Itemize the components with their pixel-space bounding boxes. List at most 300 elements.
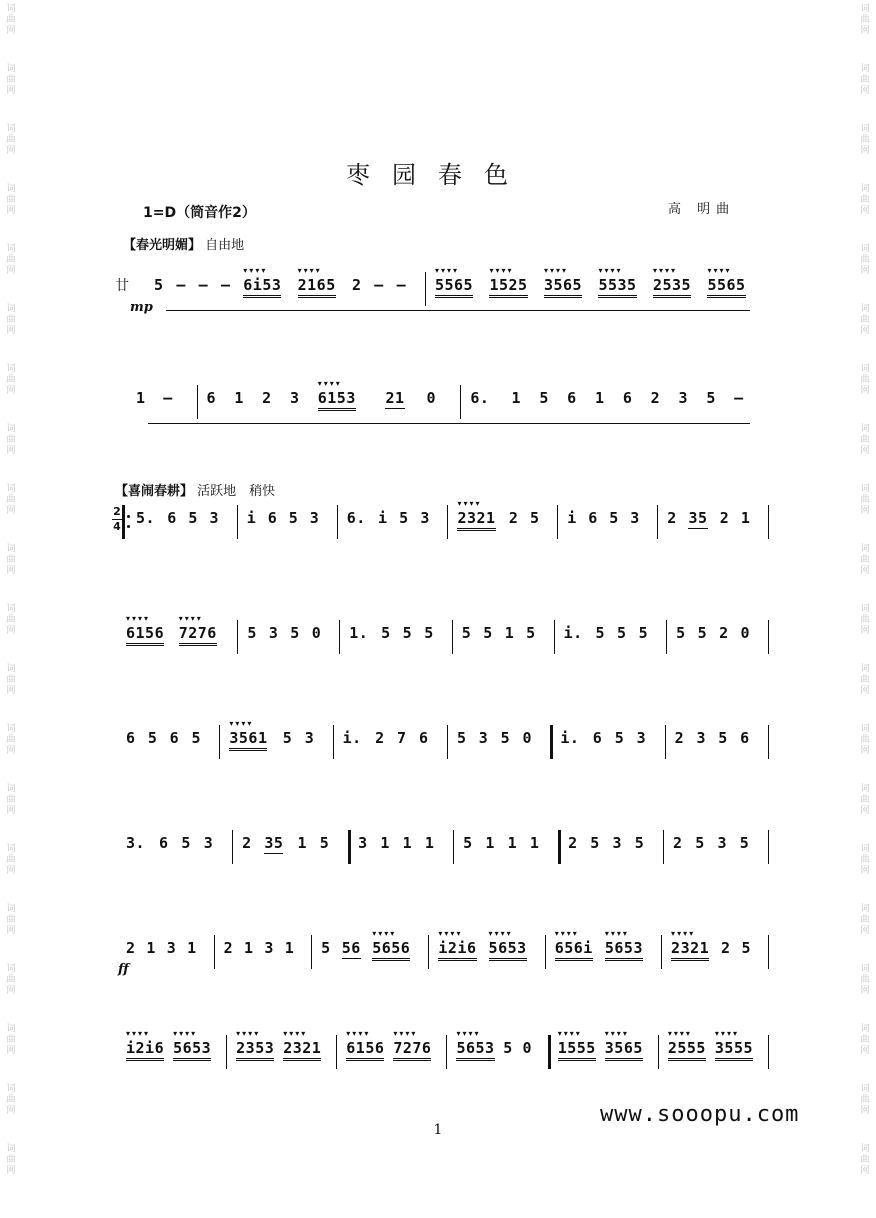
watermark-char: 网 [860,506,870,516]
note: 1 [511,389,522,407]
watermark-char: 网 [6,446,16,456]
note: 656i [555,939,593,961]
note: 6 [567,389,577,407]
note: 6156 [346,1039,384,1061]
articulation-mark: ▾▾▾▾ [317,379,342,388]
watermark-char: 词 [6,244,16,254]
barline [452,620,453,654]
barline [237,505,238,539]
measure [559,495,659,551]
note: 5 [461,624,472,642]
measure [341,610,454,666]
watermark-char: 网 [6,866,16,876]
note: 3 [717,834,728,852]
note: 1 [529,834,540,852]
note: 5565 [435,276,473,298]
watermark-char: 曲 [6,555,16,565]
measure [221,715,334,771]
note: 2165 [298,276,336,298]
articulation-mark: ▾▾▾▾ [126,614,151,623]
note: 5 [321,939,331,957]
watermark-char: 曲 [6,675,16,685]
note: 1555 [558,1039,596,1061]
note: 2 [720,939,731,957]
watermark-char: 词 [860,364,870,374]
barline [460,385,461,419]
watermark-char: 词 [860,244,870,254]
measure [552,715,666,771]
watermark-char: 网 [860,746,870,756]
note: 1 [243,939,254,957]
note: 5 [697,624,708,642]
watermark-char: 曲 [860,315,870,325]
note: 6 [126,729,136,747]
watermark-char: 网 [6,1046,16,1056]
watermark-char: 词 [6,604,16,614]
watermark-char: 网 [6,326,16,336]
articulation-mark: ▾▾▾▾ [236,1029,261,1038]
note: 5. [136,509,156,527]
watermark-char: 网 [860,686,870,696]
measure [128,495,239,551]
note: 21 [385,389,405,407]
note: 5 [424,624,434,642]
barline [453,830,454,864]
note: 5 [188,509,198,527]
watermark-char: 词 [6,724,16,734]
watermark-char: 网 [860,1046,870,1056]
watermark-mark [857,64,873,97]
note: 1 [504,624,515,642]
articulation-mark: ▾▾▾▾ [652,266,678,275]
watermark-char: 词 [860,604,870,614]
note: 6 [740,729,750,747]
note: 0 [740,624,751,642]
note: 1 [595,389,605,407]
music-system [0,925,876,981]
watermark-char: 网 [6,746,16,756]
note: 1 [380,834,390,852]
section-label: 【春光明媚】 [123,238,202,253]
watermark-char: 曲 [860,795,870,805]
watermark-mark [857,784,873,817]
watermark-char: 网 [860,386,870,396]
articulation-mark: ▾▾▾▾ [598,266,623,275]
watermark-mark [857,124,873,157]
watermark-char: 词 [860,964,870,974]
note: 6 [169,729,180,747]
barline [768,505,769,539]
barline [214,935,215,969]
note: 5 [609,509,619,527]
dynamic-ff: ff [118,962,129,977]
note: 1 [402,834,413,852]
note: 7276 [393,1039,431,1061]
articulation-mark: ▾▾▾▾ [434,266,459,275]
measure [663,925,770,981]
barline [336,1035,337,1069]
watermark-mark [3,4,19,37]
measure [455,820,560,876]
articulation-mark: ▾▾▾▾ [489,266,514,275]
note: 5565 [707,276,745,298]
dash-note: – [198,276,209,294]
note: 6 [267,509,278,527]
note: i [567,509,577,527]
note: 1 [297,834,307,852]
measure [335,715,449,771]
note: 3 [166,939,177,957]
tempo-marking: 自由地 [205,238,245,253]
note: 5 [381,624,391,642]
measure [430,925,546,981]
note: 5 [399,509,409,527]
watermark-char: 词 [860,544,870,554]
watermark-char: 网 [860,1106,870,1116]
note: 5 [539,389,549,407]
barline [768,1035,769,1069]
tempo-marking: 活跃地 稍快 [197,484,276,499]
watermark-char: 曲 [6,375,16,385]
watermark-char: 词 [6,784,16,794]
measure [547,925,663,981]
note: 3 [420,509,430,527]
watermark-char: 网 [860,566,870,576]
articulation-mark: ▾▾▾▾ [297,266,322,275]
note: 5 [456,729,467,747]
barline [219,725,220,759]
measure [338,1025,448,1081]
note: 2 [674,729,685,747]
note: 6153 [318,389,356,411]
note: 5 [695,834,705,852]
note: 6. [470,389,490,407]
articulation-mark: ▾▾▾▾ [543,266,569,275]
articulation-mark: ▾▾▾▾ [283,1029,308,1038]
watermark-char: 词 [6,844,16,854]
key-signature: 1=D（筒音作2） [143,205,256,221]
watermark-char: 曲 [6,795,16,805]
note: 2 [262,389,272,407]
barline [337,505,338,539]
watermark-char: 网 [860,926,870,936]
note: 1 [136,389,146,407]
note: 3565 [544,276,582,298]
measure [118,1025,228,1081]
note: 5653 [173,1039,211,1061]
articulation-mark: ▾▾▾▾ [173,1029,198,1038]
note: 2 [351,276,362,294]
measure [449,715,552,771]
note: 3 [203,834,214,852]
watermark-mark [857,4,873,37]
watermark-char: 网 [6,86,16,96]
watermark-char: 网 [860,326,870,336]
measure [118,610,239,666]
articulation-mark: ▾▾▾▾ [488,929,513,938]
watermark-char: 曲 [860,855,870,865]
note: 5 [288,509,299,527]
section-heading-1 [123,234,244,253]
note: 5 [503,1039,513,1057]
measure [667,715,770,771]
watermark-char: 词 [860,904,870,914]
note: 1 [507,834,518,852]
watermark-mark [3,64,19,97]
measure [665,820,770,876]
note: 5653 [456,1039,494,1061]
barline [339,620,340,654]
barline [657,505,658,539]
watermark-char: 网 [6,386,16,396]
barline [768,725,769,759]
note: 6156 [126,624,164,646]
music-system [0,1025,876,1081]
watermark-char: 网 [6,926,16,936]
note: 5 [290,624,300,642]
note: 2 [719,624,729,642]
watermark-char: 词 [6,544,16,554]
watermark-mark [3,664,19,697]
barline [226,1035,227,1069]
note: 2 [242,834,252,852]
note: i [378,509,388,527]
watermark-char: 曲 [6,135,16,145]
watermark-char: 词 [860,424,870,434]
note: 6. [346,509,366,527]
watermark-char: 曲 [860,615,870,625]
note: 5 [483,624,493,642]
watermark-char: 词 [6,484,16,494]
barline [768,935,769,969]
watermark-char: 网 [6,806,16,816]
watermark-char: 词 [860,184,870,194]
articulation-mark: ▾▾▾▾ [554,929,579,938]
barline [545,935,546,969]
articulation-mark: ▾▾▾▾ [243,266,268,275]
note: 6 [588,509,598,527]
watermark-char: 词 [6,904,16,914]
watermark-char: 网 [860,986,870,996]
watermark-char: 曲 [860,555,870,565]
measure [350,820,455,876]
site-url: www.sooopu.com [600,1102,800,1127]
watermark-char: 词 [860,664,870,674]
note: 1 [424,834,435,852]
watermark-char: 曲 [860,375,870,385]
watermark-char: 词 [6,304,16,314]
measure [339,495,450,551]
note: 5 [181,834,191,852]
watermark-mark [857,664,873,697]
barline [666,620,667,654]
watermark-char: 词 [6,184,16,194]
watermark-char: 网 [860,626,870,636]
watermark-char: 词 [6,964,16,974]
watermark-char: 词 [6,664,16,674]
dash-note: – [220,276,231,294]
measure [449,495,559,551]
watermark-char: 词 [6,1084,16,1094]
watermark-char: 网 [6,566,16,576]
barline [447,725,448,759]
note: 2 [719,509,730,527]
watermark-char: 网 [6,146,16,156]
watermark-char: 词 [6,124,16,134]
note: 6 [622,389,633,407]
watermark-char: 曲 [6,735,16,745]
time-signature-top: 2 [113,505,121,518]
start-repeat-barline [122,505,125,539]
watermark-char: 曲 [6,15,16,25]
note: i. [342,729,362,747]
watermark-char: 曲 [860,975,870,985]
watermark-char: 网 [860,26,870,36]
music-system [0,715,876,771]
watermark-char: 网 [860,146,870,156]
note: 5 [526,624,536,642]
note: 5 [530,509,540,527]
dash-note: – [176,276,186,294]
note: 35 [688,509,708,527]
note: 2321 [671,939,709,961]
measure [118,820,234,876]
note: 6 [419,729,429,747]
watermark-char: 网 [6,686,16,696]
measure [239,610,341,666]
note: 3 [268,624,279,642]
measure [659,495,770,551]
measure [239,495,339,551]
articulation-mark: ▾▾▾▾ [457,499,482,508]
note: 2 [667,509,677,527]
articulation-mark: ▾▾▾▾ [438,929,463,938]
note: 1525 [489,276,527,298]
watermark-char: 网 [860,86,870,96]
note: 2 [508,509,519,527]
watermark-char: 曲 [860,1155,870,1165]
note: 5 [590,834,600,852]
note: 2 [223,939,234,957]
note: 3561 [229,729,267,751]
measure [560,820,665,876]
watermark-char: 曲 [860,195,870,205]
barline [768,620,769,654]
note: 5 [706,389,716,407]
note: 5 [154,276,164,294]
barline [557,505,558,539]
watermark-char: 词 [6,1024,16,1034]
measure [668,610,770,666]
note: 2 [375,729,385,747]
watermark-char: 词 [860,844,870,854]
note: 3565 [605,1039,643,1061]
measure [550,1025,660,1081]
dynamic-hairpin [148,423,750,424]
watermark-char: 网 [6,266,16,276]
barline [658,1035,659,1069]
note: 56 [341,939,361,957]
note: 5 [676,624,686,642]
watermark-char: 网 [860,266,870,276]
watermark-mark [857,1084,873,1117]
watermark-mark [3,784,19,817]
measure [228,1025,338,1081]
music-system [0,375,876,431]
watermark-char: 网 [6,506,16,516]
articulation-mark: ▾▾▾▾ [229,719,254,728]
note: 5 [614,729,625,747]
note: 3 [678,389,689,407]
note: 6 [592,729,603,747]
watermark-char: 曲 [860,1095,870,1105]
note: 5 [247,624,257,642]
note: 0 [522,1039,532,1057]
measure [118,715,221,771]
note: 2 [650,389,661,407]
note: 0 [426,389,437,407]
watermark-char: 曲 [860,735,870,745]
note: 6 [167,509,177,527]
note: 3. [126,834,146,852]
watermark-char: 曲 [6,915,16,925]
watermark-char: 曲 [6,435,16,445]
dynamic-mp: mp [130,300,153,315]
watermark-char: 曲 [6,975,16,985]
note: 7276 [179,624,217,646]
dynamic-hairpin [166,310,750,311]
note: 5 [595,624,605,642]
note: 3555 [715,1039,753,1061]
music-system [0,610,876,666]
watermark-char: 曲 [860,915,870,925]
barline [661,935,662,969]
note: 5 [617,624,627,642]
watermark-char: 词 [860,124,870,134]
watermark-char: 曲 [860,675,870,685]
watermark-char: 词 [860,1024,870,1034]
note: 2321 [283,1039,321,1061]
note: 2535 [653,276,691,298]
barline [663,830,664,864]
measure [118,925,216,981]
note: 5 [638,624,649,642]
articulation-mark: ▾▾▾▾ [557,1029,582,1038]
watermark-char: 曲 [860,495,870,505]
note: 5656 [372,939,410,961]
watermark-char: 网 [6,206,16,216]
measure [448,1025,549,1081]
articulation-mark: ▾▾▾▾ [667,1029,692,1038]
note: 5 [718,729,728,747]
note: 5 [402,624,413,642]
articulation-mark: ▾▾▾▾ [456,1029,481,1038]
barline [665,725,666,759]
note: 5 [463,834,473,852]
watermark-char: 网 [6,626,16,636]
measure [216,925,314,981]
watermark-char: 网 [860,446,870,456]
note: 2321 [457,509,495,531]
watermark-char: 词 [860,724,870,734]
composer-credit: 高 明曲 [668,202,736,217]
note: 3 [304,729,315,747]
watermark-char: 词 [860,4,870,14]
note: 5 [319,834,330,852]
note: 3 [612,834,623,852]
section-label: 【喜闹春耕】 [115,484,194,499]
note: 5 [147,729,158,747]
